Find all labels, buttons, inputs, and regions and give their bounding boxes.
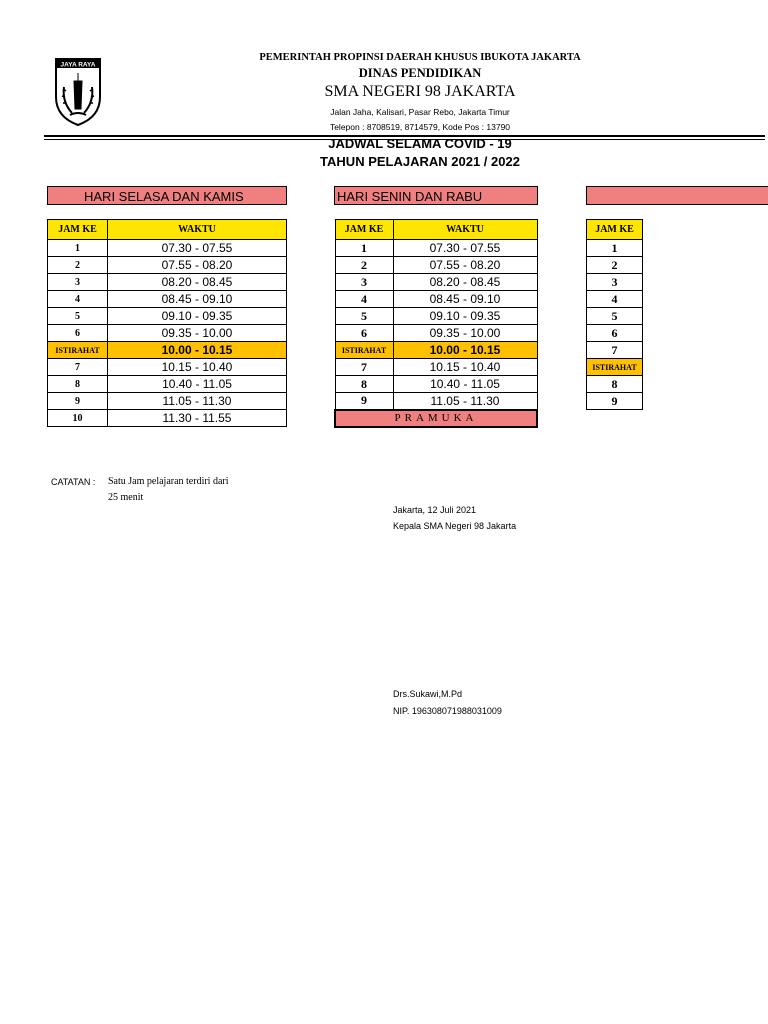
notes-line2: 25 menit [108,492,144,503]
school-address: Jalan Jaha, Kalisari, Pasar Rebo, Jakarta Timur [330,107,510,117]
break-row: ISTIRAHAT 10.00 - 10.15 [48,342,287,359]
break-row: ISTIRAHAT 10.00 - 10.15 [335,342,537,359]
signer-nip: NIP. 196308071988031009 [393,706,502,716]
table-row: 10 11.30 - 11.55 [48,410,287,427]
schedule-table-tue-thu [47,219,287,427]
col-jam: JAM KE [335,220,393,240]
schedule-table-third [586,219,643,410]
col-jam: JAM KE [48,220,108,240]
logo-text: JAYA RAYA [60,61,96,69]
pramuka-label: PRAMUKA [335,410,537,427]
table-row: 1 07.30 - 07.55 [335,240,537,257]
col-waktu: WAKTU [108,220,287,240]
table-row: 5 [587,308,643,325]
school-phone: Telepon : 8708519, 8714579, Kode Pos : 13790 [329,122,511,132]
table-row: 4 08.45 - 09.10 [335,291,537,308]
notes-line1: Satu Jam pelajaran terdiri dari [108,476,229,487]
signer-position: Kepala SMA Negeri 98 Jakarta [393,521,517,531]
day-header-mon-wed: HARI SENIN DAN RABU [334,186,538,205]
signer-name: Drs.Sukawi,M.Pd [393,689,463,699]
day-header-tue-thu: HARI SELASA DAN KAMIS [47,186,287,205]
table-row: 4 08.45 - 09.10 [48,291,287,308]
table-row: 3 [587,274,643,291]
govt-line: PEMERINTAH PROPINSI DAERAH KHUSUS IBUKOTA JAKARTA [259,52,581,63]
table-row: 6 09.35 - 10.00 [335,325,537,342]
break-row: ISTIRAHAT [587,359,643,376]
table-row: 5 09.10 - 09.35 [335,308,537,325]
table-row: 8 10.40 - 11.05 [335,376,537,393]
table-row: 8 [587,376,643,393]
table-row: 6 [587,325,643,342]
table-row: 2 07.55 - 08.20 [48,257,287,274]
pramuka-row [335,410,537,427]
table-row: 2 07.55 - 08.20 [335,257,537,274]
table-row: 1 07.30 - 07.55 [48,240,287,257]
table-row: 3 08.20 - 08.45 [48,274,287,291]
dept-line: DINAS PENDIDIKAN [358,66,482,80]
table-row: 1 [587,240,643,257]
notes-label: CATATAN : [51,477,96,487]
jakarta-logo [54,57,102,127]
table-row: 3 08.20 - 08.45 [335,274,537,291]
table-row: 2 [587,257,643,274]
table-row: 9 11.05 - 11.30 [335,393,537,410]
table-row: 7 10.15 - 10.40 [335,359,537,376]
table-row: 7 10.15 - 10.40 [48,359,287,376]
schedule-table-mon-wed [334,219,538,428]
day-header-third [586,186,768,205]
table-row: 8 10.40 - 11.05 [48,376,287,393]
col-waktu: WAKTU [393,220,537,240]
table-row: 4 [587,291,643,308]
school-year: TAHUN PELAJARAN 2021 / 2022 [320,154,520,169]
col-jam: JAM KE [587,220,643,240]
table-row: 7 [587,342,643,359]
place-date: Jakarta, 12 Juli 2021 [393,505,477,515]
table-row: 5 09.10 - 09.35 [48,308,287,325]
table-row: 9 11.05 - 11.30 [48,393,287,410]
school-name: SMA NEGERI 98 JAKARTA [324,83,516,100]
table-row: 9 [587,393,643,410]
schedule-title: JADWAL SELAMA COVID - 19 [328,136,512,151]
table-row: 6 09.35 - 10.00 [48,325,287,342]
